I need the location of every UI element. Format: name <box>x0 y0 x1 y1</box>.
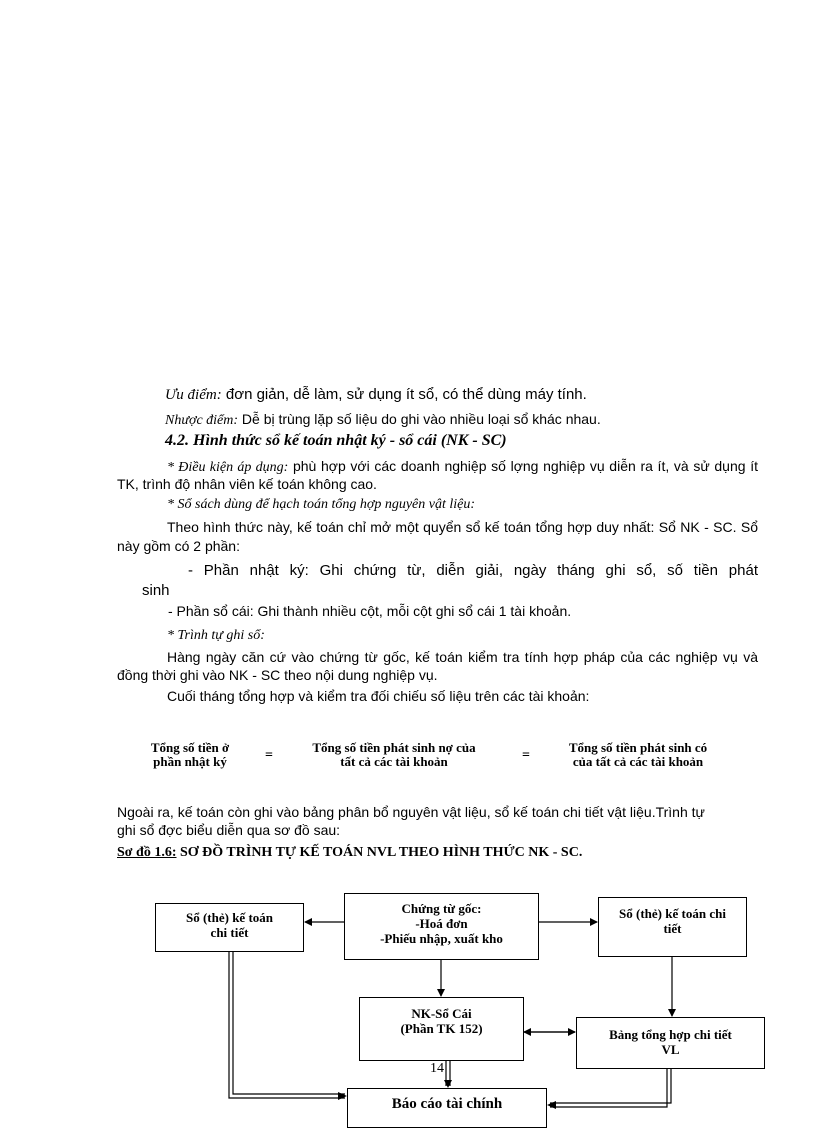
diagram-caption-title: SƠ ĐỒ TRÌNH TỰ KẾ TOÁN NVL THEO HÌNH THỨC NK - SC. <box>176 845 583 860</box>
double-line-summary-inner <box>550 1069 667 1107</box>
summary-line2: VL <box>661 1042 680 1057</box>
term2-line2: tất cả các tài khoản <box>340 754 448 769</box>
detail-card-line2: tiết <box>663 921 682 936</box>
term2-line1: Tổng số tiền phát sinh nợ của <box>312 740 476 755</box>
source-docs-line2: -Hoá đơn <box>415 916 468 931</box>
books-heading: * Sổ sách dùng để hạch toán tổng hợp nguyên vật liệu: <box>167 497 476 512</box>
part1-line2: sinh <box>142 582 170 599</box>
summary-box <box>576 1017 765 1069</box>
ledger-line2: (Phần TK 152) <box>400 1021 483 1036</box>
arrowhead-summary-to-report <box>547 1101 556 1109</box>
arrowhead-detail-to-report <box>338 1092 347 1100</box>
double-line-detail-outer <box>229 952 345 1098</box>
detail-card-line1: Sổ (thẻ) kế toán chi <box>619 906 726 921</box>
conditions-label: * Điều kiện áp dụng: <box>167 460 289 475</box>
equals-sign-1: = <box>265 748 273 763</box>
ledger-line1: NK-Sổ Cái <box>411 1006 472 1021</box>
detail-book-box <box>155 903 304 952</box>
conditions-text: phù hợp với các doanh nghiệp số lợng nghiệp vụ diễn ra ít, và sử dụng ít TK, trình độ nhân viên kế toán không cao. <box>117 458 758 492</box>
term1-line1: Tổng số tiền ở <box>150 740 230 755</box>
source-docs-line3: -Phiếu nhập, xuất kho <box>380 931 503 946</box>
source-docs-line1: Chứng từ gốc: <box>401 901 482 916</box>
term3-line2: của tất cả các tài khoản <box>572 754 704 769</box>
ledger-box <box>359 997 524 1061</box>
double-line-summary-outer <box>550 1069 671 1103</box>
term1-line2: phần nhật ký <box>153 754 227 769</box>
books-paragraph: Theo hình thức này, kế toán chỉ mở một quyển sổ kế toán tổng hợp duy nhất: Sổ NK - SC. Sổ này gồm có 2 phần: <box>117 519 758 554</box>
summary-line1: Bảng tổng hợp chi tiết <box>609 1027 732 1042</box>
part2-line: - Phần sổ cái: Ghi thành nhiều cột, mỗi cột ghi sổ cái 1 tài khoản. <box>168 603 572 619</box>
equals-sign-2: = <box>522 748 530 763</box>
month-end-line: Cuối tháng tổng hợp và kiểm tra đối chiếu số liệu trên các tài khoản: <box>167 688 590 704</box>
financial-report-box: Báo cáo tài chính <box>347 1088 547 1128</box>
section-heading: 4.2. Hình thức sổ kế toán nhật ký - sổ cái (NK - SC) <box>165 432 507 449</box>
arrowhead-ledger-to-report <box>444 1080 452 1088</box>
detail-card-box <box>598 897 747 957</box>
additional-paragraph: Ngoài ra, kế toán còn ghi vào bảng phân bổ nguyên vật liệu, sổ kế toán chi tiết vật liệu.Trình tự ghi sổ đợc biểu diễn qua sơ đồ sau: <box>117 804 705 838</box>
order-heading: * Trình tự ghi sổ: <box>167 628 265 643</box>
order-paragraph: Hàng ngày căn cứ vào chứng từ gốc, kế toán kiểm tra tính hợp pháp của các nghiệp vụ và đồng thời ghi vào NK - SC theo nội dung nghiệp vụ. <box>117 649 758 683</box>
page-number: 14 <box>430 1061 444 1076</box>
advantage-label: Ưu điểm: <box>165 387 222 403</box>
detail-book-line1: Sổ (thẻ) kế toán <box>185 910 274 925</box>
detail-book-line2: chi tiết <box>210 925 249 940</box>
disadvantage-text: Dễ bị trùng lặp số liệu do ghi vào nhiều loại sổ khác nhau. <box>238 411 601 427</box>
disadvantage-label: Nhược điểm: <box>165 413 239 428</box>
diagram-caption-label: Sơ đồ 1.6: <box>117 845 177 860</box>
part1-line1: - Phần nhật ký: Ghi chứng từ, diễn giải, ngày tháng ghi sổ, số tiền phát <box>188 562 758 579</box>
source-documents-box <box>344 893 539 960</box>
advantage-text: đơn giản, dễ làm, sử dụng ít sổ, có thể dùng máy tính. <box>221 386 587 403</box>
double-line-detail-inner <box>233 952 345 1094</box>
term3-line1: Tổng số tiền phát sinh có <box>568 740 708 755</box>
